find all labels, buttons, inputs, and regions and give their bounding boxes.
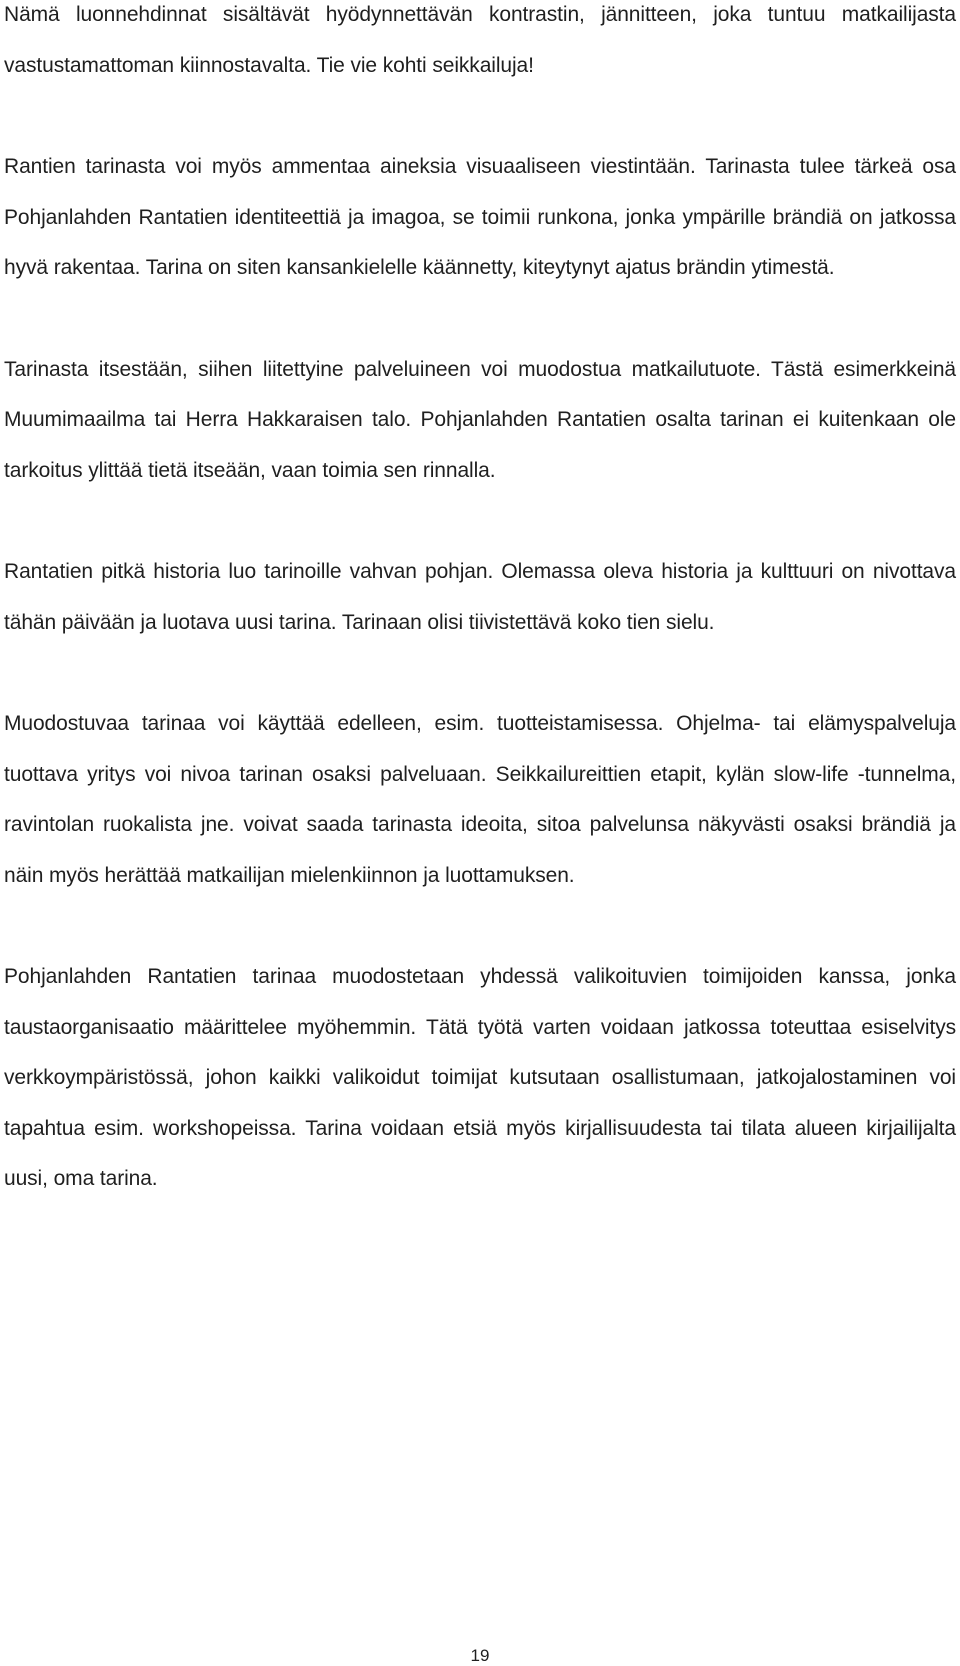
paragraph-3: Tarinasta itsestään, siihen liitettyine palveluineen voi muodostua matkailutuote. Tästä esimerkkeinä Muumimaailma tai Herra Hakkaraisen talo. Pohjanlahden Rantatien osalta tarinan ei kuitenkaan ole tarkoitus ylittää tietä itseään, vaan toimia sen rinnalla.	[4, 357, 956, 482]
paragraph-4: Rantatien pitkä historia luo tarinoille vahvan pohjan. Olemassa oleva historia ja kulttuuri on nivottava tähän päivään ja luotava uusi tarina. Tarinaan olisi tiivistettävä koko tien sielu.	[4, 560, 956, 634]
body-text	[4, 0, 956, 1256]
paragraph-2: Rantien tarinasta voi myös ammentaa aineksia visuaaliseen viestintään. Tarinasta tulee tärkeä osa Pohjanlahden Rantatien identiteettiä ja imagoa, se toimii runkona, jonka ympärille brändiä on jatkossa hyvä rakentaa. Tarina on siten kansankielelle käännetty, kiteytynyt ajatus brändin ytimestä.	[4, 155, 956, 279]
page-number: 19	[470, 1646, 490, 1665]
paragraph-6: Pohjanlahden Rantatien tarinaa muodostetaan yhdessä valikoituvien toimijoiden kanssa, jonka taustaorganisaatio määrittelee myöhemmin. Tätä työtä varten voidaan jatkossa toteuttaa esiselvitys verkkoympäristössä, johon kaikki valikoidut toimijat kutsutaan osallistumaan, jatkojalostaminen voi tapahtua esim. workshopeissa. Tarina voidaan etsiä myös kirjallisuudesta tai tilata alueen kirjailijalta uusi, oma tarina.	[4, 965, 956, 1190]
paragraph-5: Muodostuvaa tarinaa voi käyttää edelleen, esim. tuotteistamisessa. Ohjelma- tai elämyspalveluja tuottava yritys voi nivoa tarinan osaksi palveluaan. Seikkailureittien etapit, kylän slow-life -tunnelma, ravintolan ruokalista jne. voivat saada tarinasta ideoita, sitoa palvelunsa näkyvästi osaksi brändiä ja näin myös herättää matkailijan mielenkiinnon ja luottamuksen.	[4, 712, 956, 887]
paragraph-1: Nämä luonnehdinnat sisältävät hyödynnettävän kontrastin, jännitteen, joka tuntuu matkailijasta vastustamattoman kiinnostavalta. Tie vie kohti seikkailuja!	[4, 3, 956, 77]
